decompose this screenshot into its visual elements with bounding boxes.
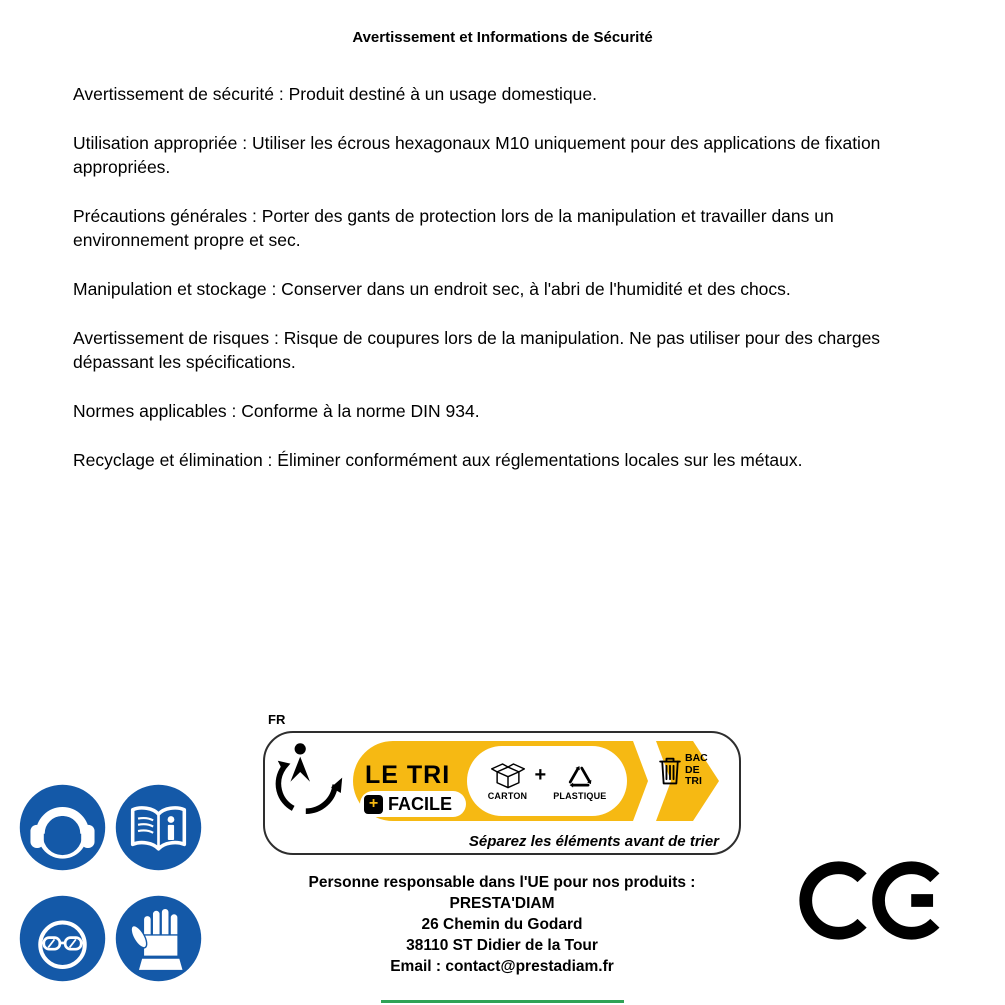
triman-icon — [275, 741, 345, 817]
address-street: 26 Chemin du Godard — [421, 916, 583, 933]
paragraph-risk-warning: Avertissement de risques : Risque de coupures lors de la manipulation. Ne pas utiliser pour des charges dépassant les spécifications. — [73, 328, 881, 372]
bac-de-tri-text: BAC DE TRI — [685, 752, 708, 787]
plus-icon: + — [364, 795, 383, 814]
wear-protective-gloves-icon — [114, 894, 203, 983]
responsible-intro: Personne responsable dans l'UE pour nos produits : — [308, 874, 696, 891]
page-title: Avertissement et Informations de Sécurité — [352, 29, 653, 46]
sorting-bin-icon — [658, 753, 682, 787]
bac-de-tri-group — [658, 753, 708, 788]
paragraph-safety-warning: Avertissement de sécurité : Produit destiné à un usage domestique. — [73, 84, 598, 104]
country-code-label: FR — [268, 712, 286, 727]
paragraph-handling-storage: Manipulation et stockage : Conserver dans un endroit sec, à l'abri de l'humidité et des chocs. — [73, 279, 791, 299]
plastique-label: PLASTIQUE — [553, 790, 607, 801]
bottom-accent-line — [381, 1000, 624, 1003]
read-instruction-manual-icon — [114, 783, 203, 872]
sorting-tagline: Séparez les éléments avant de trier — [468, 833, 719, 850]
le-tri-text: LE TRI — [365, 761, 451, 789]
email-text: Email : contact@prestadiam.fr — [390, 958, 614, 975]
facile-band — [360, 791, 466, 817]
address-city: 38110 ST Didier de la Tour — [406, 937, 598, 954]
cardboard-box-icon — [488, 761, 528, 790]
wear-eye-protection-icon — [18, 894, 107, 983]
plastic-recycling-icon — [563, 762, 597, 790]
facile-text: FACILE — [388, 793, 453, 814]
paragraph-appropriate-use: Utilisation appropriée : Utiliser les écrous hexagonaux M10 uniquement pour des applications de fixation appropriées. — [73, 133, 881, 177]
plastique-material — [553, 762, 606, 801]
paragraph-general-precautions: Précautions générales : Porter des gants de protection lors de la manipulation et travailler dans un environnement propre et sec. — [73, 206, 834, 250]
tri-facile-label — [263, 731, 741, 855]
materials-plus-text: + — [534, 763, 547, 786]
wear-ear-protection-icon — [18, 783, 107, 872]
responsible-person-block — [240, 872, 764, 977]
carton-label: CARTON — [487, 791, 528, 801]
paragraph-standards: Normes applicables : Conforme à la norme DIN 934. — [73, 401, 480, 421]
carton-material — [488, 761, 528, 801]
safety-paragraphs — [73, 82, 933, 497]
paragraph-recycling: Recyclage et élimination : Éliminer conformément aux réglementations locales sur les métaux. — [73, 450, 803, 470]
ce-mark-icon — [798, 855, 948, 951]
company-name: PRESTA'DIAM — [449, 895, 555, 912]
materials-oval — [467, 746, 627, 816]
